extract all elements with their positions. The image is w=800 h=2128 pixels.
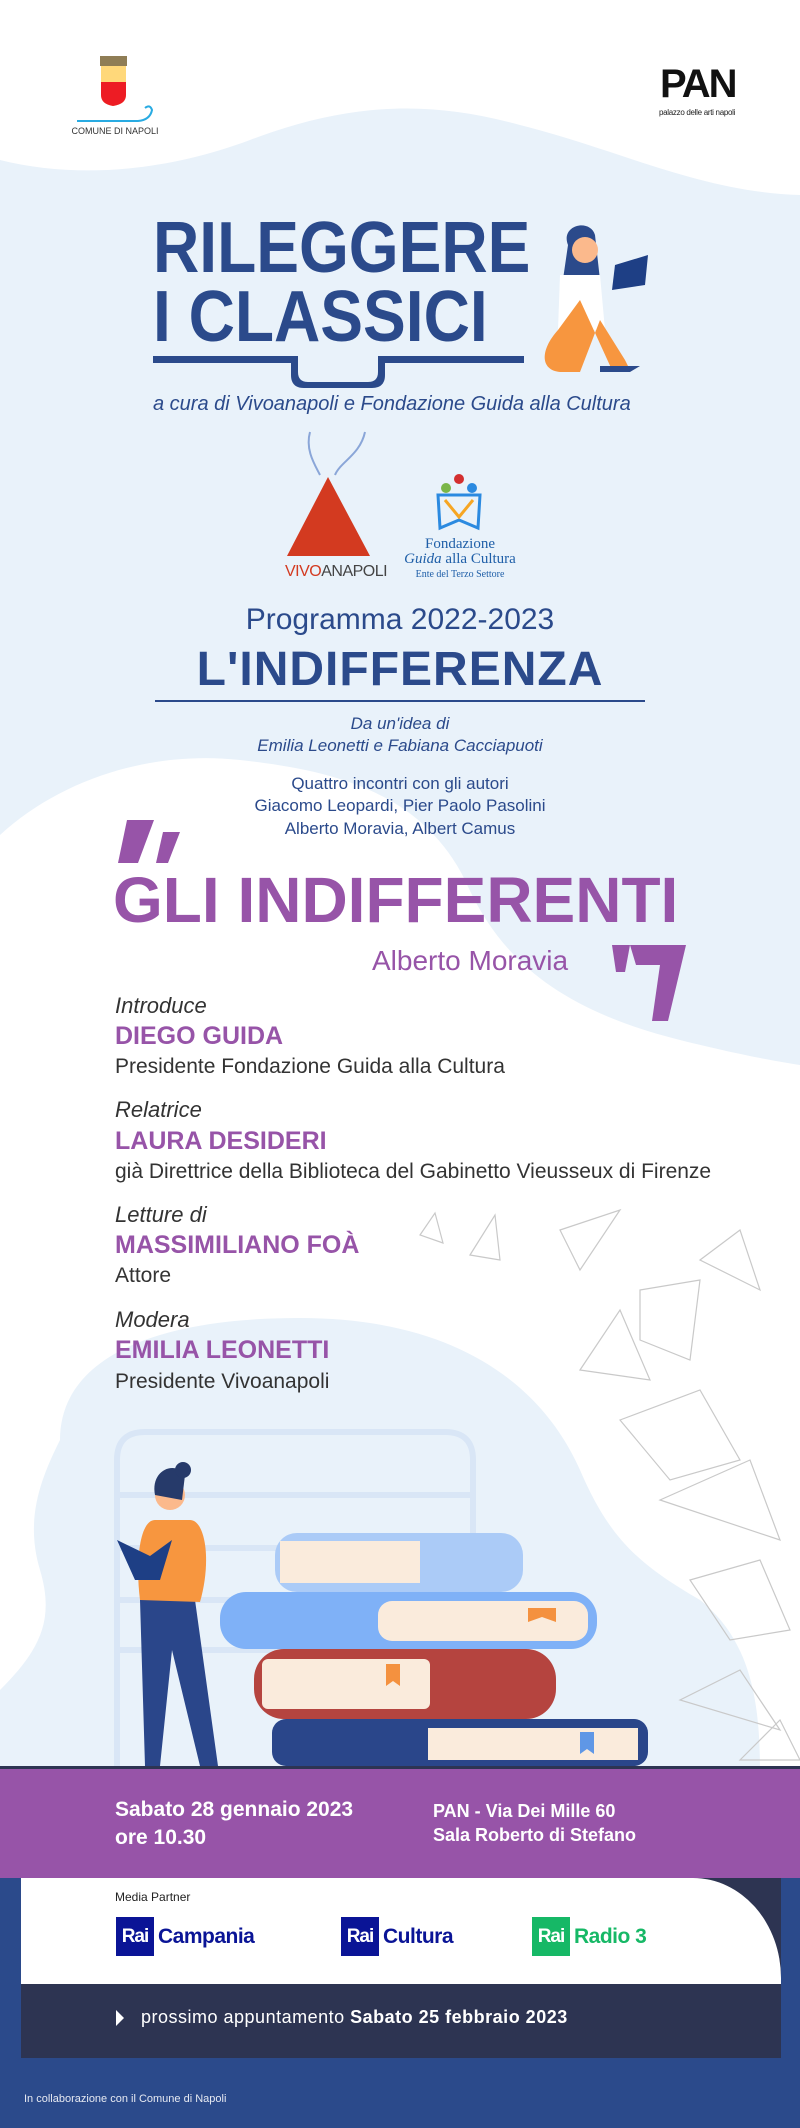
venue-line-2: Sala Roberto di Stefano [433, 1825, 637, 1845]
title-line-2: I CLASSICI [153, 277, 488, 357]
pan-logo: PAN [660, 62, 736, 106]
vivoanapoli-logo [287, 432, 370, 556]
speaker-name: MASSIMILIANO FOÀ [115, 1231, 360, 1259]
vivoanapoli-logo-text: VIVOANAPOLI [285, 563, 388, 580]
media-partner-label: Media Partner [115, 1890, 191, 1904]
rai-campania-logo: Rai Campania [116, 1917, 254, 1956]
speaker-role: Modera [115, 1307, 190, 1332]
sitting-girl-illustration [545, 225, 648, 372]
footer-collaboration-text: In collaborazione con il Comune di Napoli [24, 2093, 227, 2105]
event-time: ore 10.30 [115, 1826, 207, 1849]
event-date: Sabato 28 gennaio 2023 [115, 1798, 354, 1821]
event-venue [433, 1799, 636, 1847]
speaker-role: Relatrice [115, 1097, 202, 1122]
title-subtitle: a cura di Vivoanapoli e Fondazione Guida alla Cultura [153, 393, 631, 415]
title-underline-bar [153, 356, 524, 388]
venue-line-1: PAN - Via Dei Mille 60 [433, 1801, 616, 1821]
intro-line-1: Quattro incontri con gli autori [291, 774, 509, 793]
fondazione-logo-text: Fondazione Guida alla Cultura Ente del Terzo Settore [404, 536, 516, 580]
speaker-description: già Direttrice della Biblioteca del Gabinetto Vieusseux di Firenze [115, 1160, 712, 1183]
speaker-description: Presidente Fondazione Guida alla Cultura [115, 1055, 505, 1078]
intro-line-2: Giacomo Leopardi, Pier Paolo Pasolini [254, 796, 546, 815]
book-author: Alberto Moravia [372, 945, 569, 976]
title-line-1: RILEGGERE [153, 208, 531, 288]
next-appointment-prefix: prossimo appuntamento [141, 2007, 345, 2027]
speaker-description: Presidente Vivoanapoli [115, 1370, 330, 1393]
fondazione-logo [438, 474, 480, 528]
idea-label: Da un'idea di [350, 714, 450, 733]
speaker-name: EMILIA LEONETTI [115, 1336, 330, 1364]
speaker-role: Introduce [115, 993, 207, 1018]
book-title: GLI INDIFFERENTI [113, 864, 679, 936]
speaker-role: Letture di [115, 1202, 207, 1227]
programme-theme: L'INDIFFERENZA [196, 643, 604, 696]
next-appointment-date: Sabato 25 febbraio 2023 [350, 2007, 568, 2027]
rai-radio3-logo: Rai Radio 3 [532, 1917, 646, 1956]
event-info-band [0, 1766, 800, 1878]
intro-line-3: Alberto Moravia, Albert Camus [284, 819, 516, 838]
speaker-description: Attore [115, 1264, 172, 1287]
idea-authors: Emilia Leonetti e Fabiana Cacciapuoti [257, 736, 543, 755]
speaker-name: DIEGO GUIDA [115, 1022, 284, 1050]
next-appointment [116, 2007, 568, 2028]
comune-logo-text: COMUNE DI NAPOLI [71, 126, 159, 136]
pan-logo-subtitle: palazzo delle arti napoli [659, 108, 736, 117]
programme-label: Programma 2022-2023 [245, 603, 555, 636]
rai-cultura-logo: Rai Cultura [341, 1917, 453, 1956]
close-quote-mark [612, 945, 686, 1021]
event-datetime [115, 1796, 353, 1852]
speaker-name: LAURA DESIDERI [115, 1127, 327, 1155]
play-arrow-icon [116, 2010, 124, 2026]
